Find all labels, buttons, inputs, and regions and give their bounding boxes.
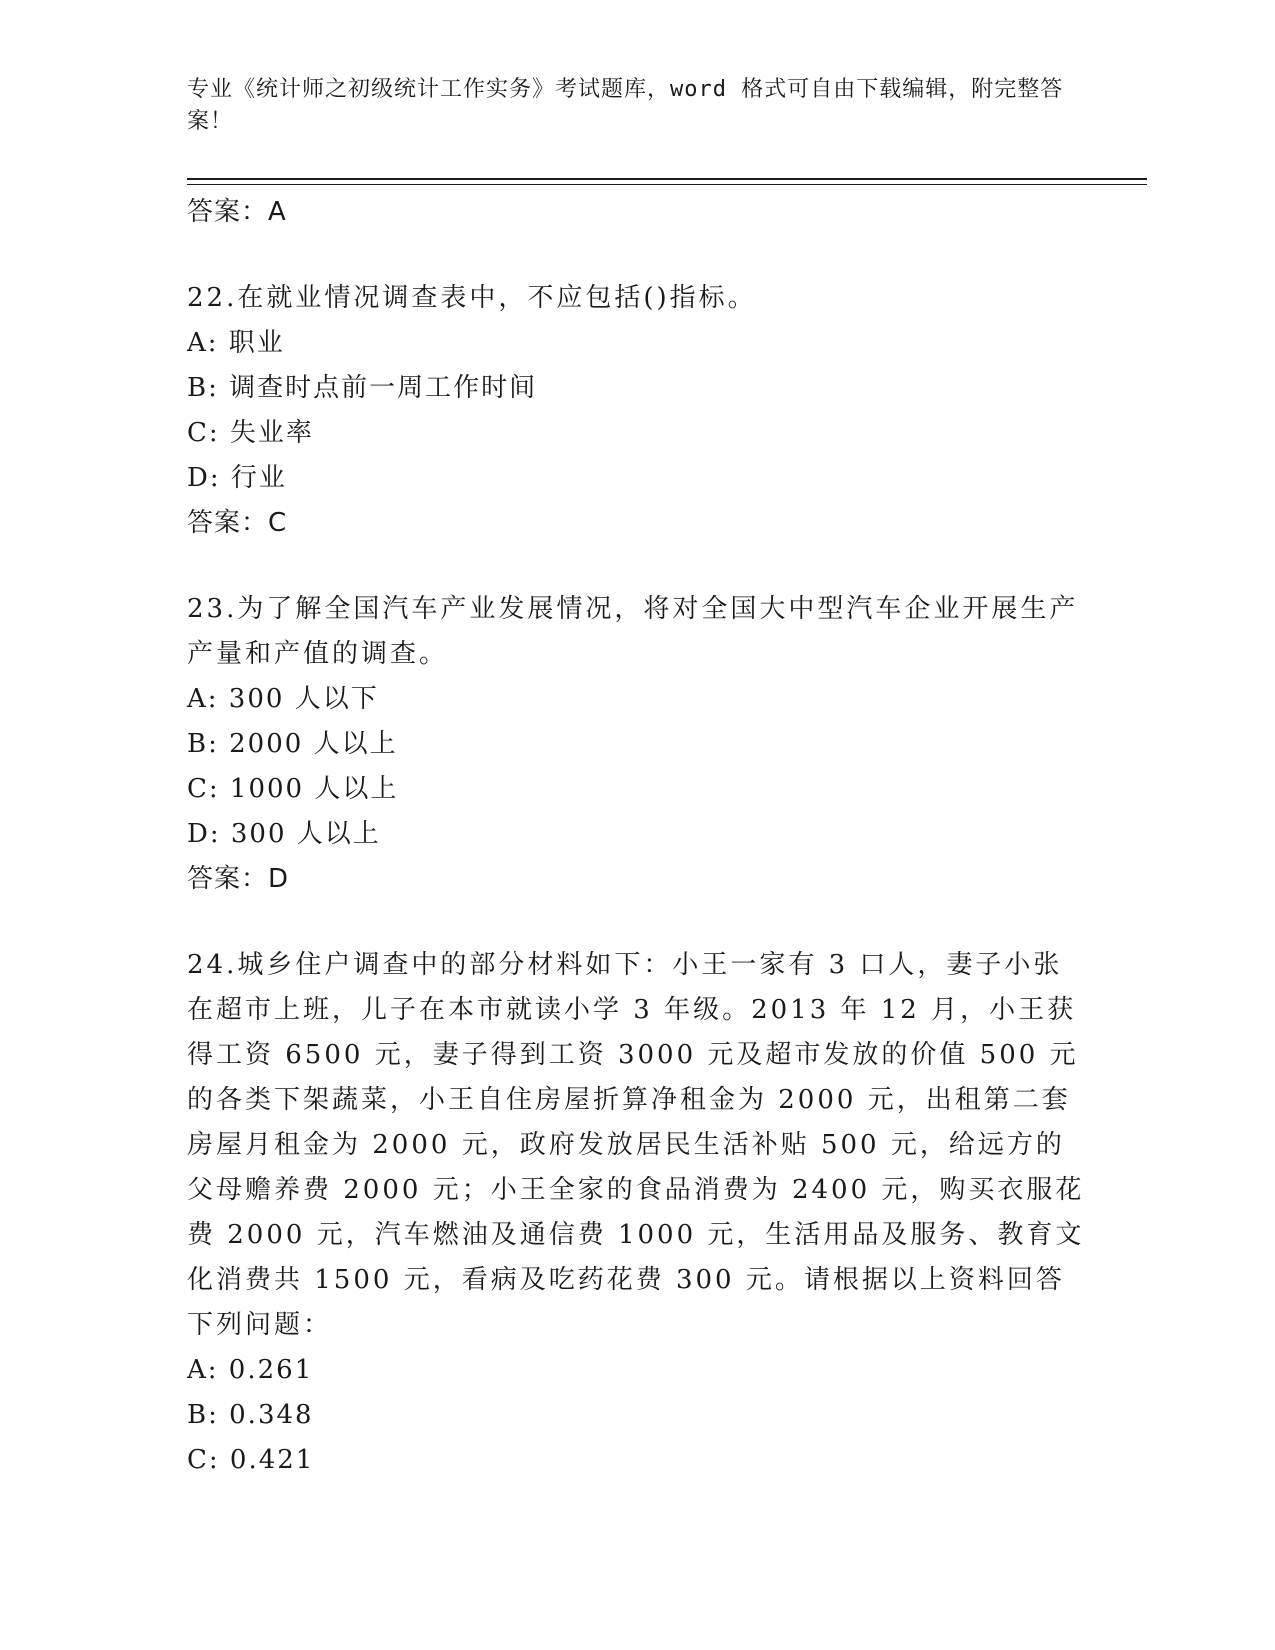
spacer [187, 234, 1087, 276]
question-23: 23.为了解全国汽车产业发展情况，将对全国大中型汽车企业开展生产产量和产值的调查。 [187, 594, 1079, 669]
question-24: 24.城乡住户调查中的部分材料如下：小王一家有 3 口人，妻子小张在超市上班，儿子在本市就读小学 3 年级。2013 年 12 月，小王获得工资 6500 元，妻子得到工资 3000 元及超市发放的价值 500 元的各类下架蔬菜，小王自住房屋折算净租金为 2000 元，出租第二套房屋月租金为 2000 元，政府发放居民生活补贴 500 元，给远方的父母赡养费 2000 元；小王全家的食品消费为 2400 元，购买衣服花费 2000 元，汽车燃油及通信费 1000 元，生活用品及服务、教育文化消费共 1500 元，看病及吃药花费 300 元。请根据以上资料回答下列问题： [187, 950, 1085, 1340]
question-24-option-c: C: 0.421 [187, 1445, 315, 1475]
question-23-option-c: C: 1000 人以上 [187, 774, 399, 804]
answer-22: 答案：C [187, 508, 288, 538]
question-24-option-a: A: 0.261 [187, 1355, 314, 1385]
question-22: 22.在就业情况调查表中，不应包括()指标。 [187, 283, 757, 313]
question-23-option-b: B: 2000 人以上 [187, 729, 398, 759]
question-22-option-d: D: 行业 [187, 463, 287, 493]
question-22-option-a: A: 职业 [187, 328, 285, 358]
question-23-option-a: A: 300 人以下 [187, 684, 379, 714]
document-body [187, 190, 1087, 1483]
question-22-option-c: C: 失业率 [187, 418, 314, 448]
document-header: 专业《统计师之初级统计工作实务》考试题库，word 格式可自由下载编辑，附完整答案！ [187, 77, 1064, 134]
header-rule-thick [187, 178, 1147, 180]
answer-21: 答案：A [187, 197, 287, 227]
header-rule-thin [187, 184, 1147, 185]
spacer [187, 545, 1087, 587]
question-23-option-d: D: 300 人以上 [187, 819, 381, 849]
spacer [187, 901, 1087, 943]
question-22-option-b: B: 调查时点前一周工作时间 [187, 373, 538, 403]
question-24-option-b: B: 0.348 [187, 1400, 314, 1430]
answer-23: 答案：D [187, 864, 290, 894]
